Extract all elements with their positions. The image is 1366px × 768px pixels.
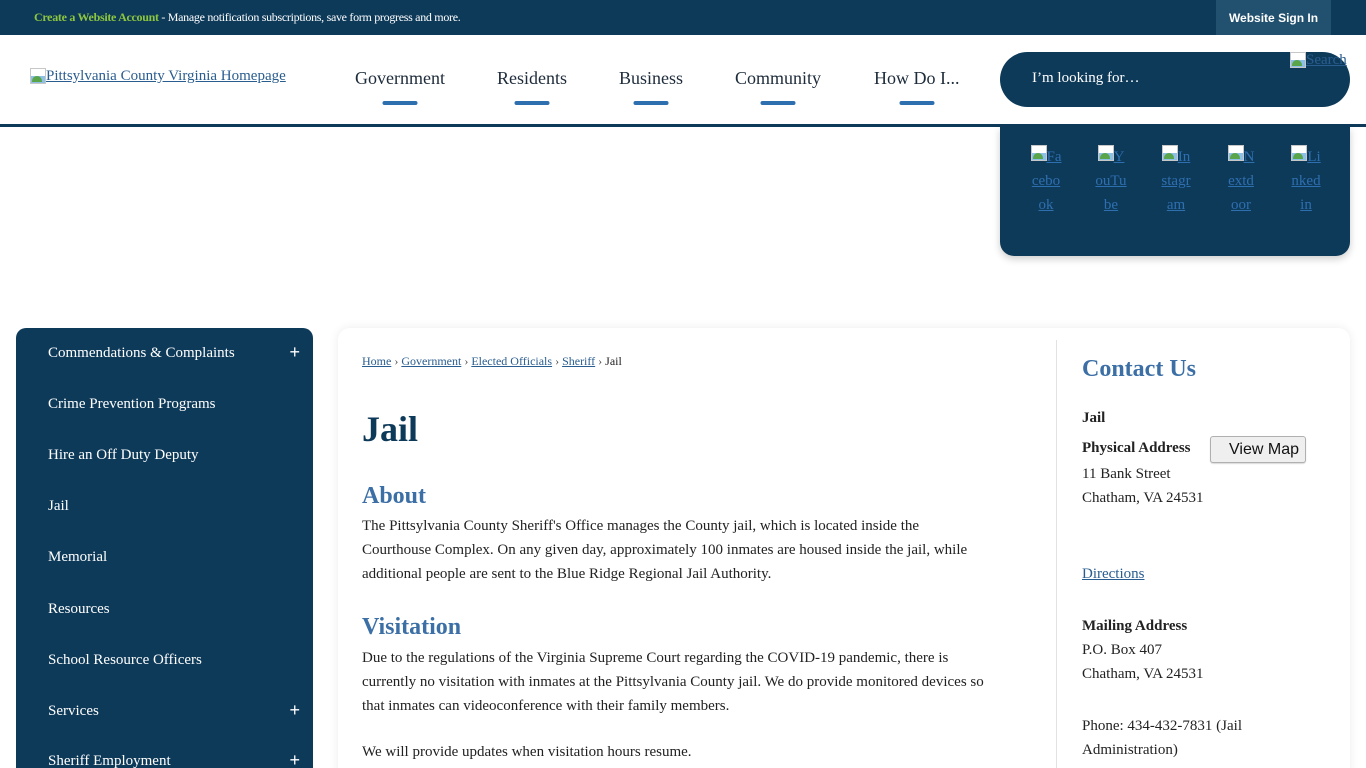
sidebar-item-label: Sheriff Employment [48, 753, 171, 768]
physical-address-line1: 11 Bank Street [1082, 466, 1171, 482]
nextdoor-label: Nextdoor [1228, 149, 1255, 213]
mailing-address-line2: Chatham, VA 24531 [1082, 666, 1204, 682]
phone-line1: Phone: 434-432-7831 (Jail [1082, 718, 1242, 734]
linkedin-label: Linkedin [1291, 149, 1321, 213]
nav-indicator [899, 101, 934, 105]
main-content-card [338, 328, 1350, 768]
contact-title: Contact Us [1082, 356, 1196, 382]
instagram-link[interactable] [1160, 145, 1192, 217]
about-paragraph [362, 514, 1034, 586]
website-sign-in-button[interactable]: Website Sign In [1216, 0, 1331, 35]
mailing-address-label: Mailing Address [1082, 618, 1188, 634]
breadcrumb-separator: › [555, 354, 560, 368]
search-button[interactable] [1290, 52, 1347, 69]
nav-label: Government [355, 68, 445, 88]
expand-plus-icon[interactable]: + [289, 750, 300, 768]
nav-indicator [515, 101, 550, 105]
nav-label: Community [735, 68, 822, 88]
visitation-update: We will provide updates when visitation hours resume. [362, 744, 692, 760]
visitation-heading: Visitation [362, 614, 462, 640]
about-line: The Pittsylvania County Sheriff's Office manages the County jail, which is located inside the [362, 518, 920, 534]
breadcrumb-sheriff[interactable]: Sheriff [562, 354, 596, 368]
sidebar-item-commendations[interactable] [48, 342, 300, 362]
phone-line2: Administration) [1082, 742, 1178, 758]
contact-name: Jail [1082, 410, 1106, 426]
breadcrumb-separator: › [598, 354, 603, 368]
sidebar-item-hire-deputy[interactable] [48, 447, 298, 464]
facebook-link[interactable] [1030, 145, 1062, 217]
nextdoor-icon [1228, 145, 1244, 161]
nextdoor-link[interactable] [1225, 145, 1257, 217]
sidebar-item-sheriff-employment[interactable] [48, 750, 300, 768]
breadcrumb-separator: › [394, 354, 399, 368]
nav-label: How Do I... [874, 68, 960, 88]
expand-plus-icon[interactable]: + [289, 342, 300, 362]
breadcrumb-elected-officials[interactable]: Elected Officials [471, 354, 553, 368]
account-promo [34, 10, 460, 25]
youtube-link[interactable] [1095, 145, 1127, 217]
search-button-label: Search [1306, 52, 1347, 68]
sidebar-item-label: Resources [48, 601, 110, 617]
social-media-panel [1000, 127, 1350, 256]
sidebar-item-label: Jail [48, 498, 69, 514]
youtube-label: YouTube [1095, 149, 1127, 213]
sidebar-item-label: Commendations & Complaints [48, 345, 235, 361]
sidebar-item-resources[interactable] [48, 601, 298, 618]
search-icon [1290, 52, 1306, 68]
sidebar-item-label: School Resource Officers [48, 652, 202, 668]
linkedin-icon [1291, 145, 1307, 161]
sidebar-item-services[interactable] [48, 700, 300, 720]
top-utility-bar [0, 0, 1366, 35]
sidebar-item-label: Hire an Off Duty Deputy [48, 447, 199, 463]
sidebar-item-crime-prevention[interactable] [48, 396, 298, 413]
mailing-address-line1: P.O. Box 407 [1082, 642, 1163, 658]
breadcrumb-separator: › [464, 354, 469, 368]
expand-plus-icon[interactable]: + [289, 700, 300, 720]
physical-address-label: Physical Address [1082, 440, 1191, 456]
site-search [1000, 52, 1350, 107]
about-line: Courthouse Complex. On any given day, approximately 100 inmates are housed inside the jail, while [362, 542, 968, 558]
section-sidebar [16, 328, 313, 768]
about-heading: About [362, 483, 427, 509]
sidebar-item-label: Crime Prevention Programs [48, 396, 216, 412]
logo-image-icon [30, 68, 46, 84]
nav-community[interactable] [735, 68, 821, 89]
sidebar-item-label: Services [48, 703, 99, 719]
breadcrumb-current: Jail [605, 354, 622, 368]
nav-residents[interactable] [497, 68, 567, 89]
visitation-line: that inmates can videoconference with their family members. [362, 698, 730, 714]
sidebar-item-school-resource-officers[interactable] [48, 652, 298, 669]
nav-government[interactable] [355, 68, 445, 89]
visitation-line: currently no visitation with inmates at the Pittsylvania County jail. We do provide monitored devices so [362, 674, 984, 690]
view-map-button[interactable]: View Map [1210, 436, 1306, 463]
search-input[interactable]: I’m looking for… [1032, 70, 1140, 86]
facebook-label: Facebook [1031, 149, 1062, 213]
instagram-label: Instagram [1161, 149, 1191, 213]
nav-indicator [382, 101, 417, 105]
visitation-paragraph [362, 646, 1034, 718]
breadcrumb-government[interactable]: Government [401, 354, 462, 368]
directions-link[interactable]: Directions [1082, 566, 1145, 582]
facebook-icon [1031, 145, 1047, 161]
youtube-icon [1098, 145, 1114, 161]
content-divider [1056, 340, 1057, 768]
nav-label: Residents [497, 68, 567, 88]
physical-address-line2: Chatham, VA 24531 [1082, 490, 1204, 506]
sidebar-item-label: Memorial [48, 549, 108, 565]
nav-label: Business [619, 68, 684, 88]
breadcrumb-home[interactable]: Home [362, 354, 392, 368]
instagram-icon [1162, 145, 1178, 161]
sidebar-item-memorial[interactable] [48, 549, 298, 566]
homepage-logo-link[interactable] [30, 68, 286, 85]
visitation-line: Due to the regulations of the Virginia Supreme Court regarding the COVID-19 pandemic, there is [362, 650, 949, 666]
about-line: additional people are sent to the Blue Ridge Regional Jail Authority. [362, 566, 772, 582]
breadcrumb [362, 354, 622, 369]
nav-how-do-i[interactable] [874, 68, 960, 89]
create-account-link[interactable]: Create a Website Account [34, 10, 159, 24]
nav-indicator [634, 101, 669, 105]
sidebar-item-jail[interactable] [48, 498, 298, 515]
promo-text: - Manage notification subscriptions, save form progress and more. [158, 10, 461, 24]
nav-indicator [761, 101, 796, 105]
nav-business[interactable] [619, 68, 683, 89]
page-title: Jail [362, 409, 419, 449]
logo-alt-text: Pittsylvania County Virginia Homepage [46, 68, 286, 84]
linkedin-link[interactable] [1290, 145, 1322, 217]
